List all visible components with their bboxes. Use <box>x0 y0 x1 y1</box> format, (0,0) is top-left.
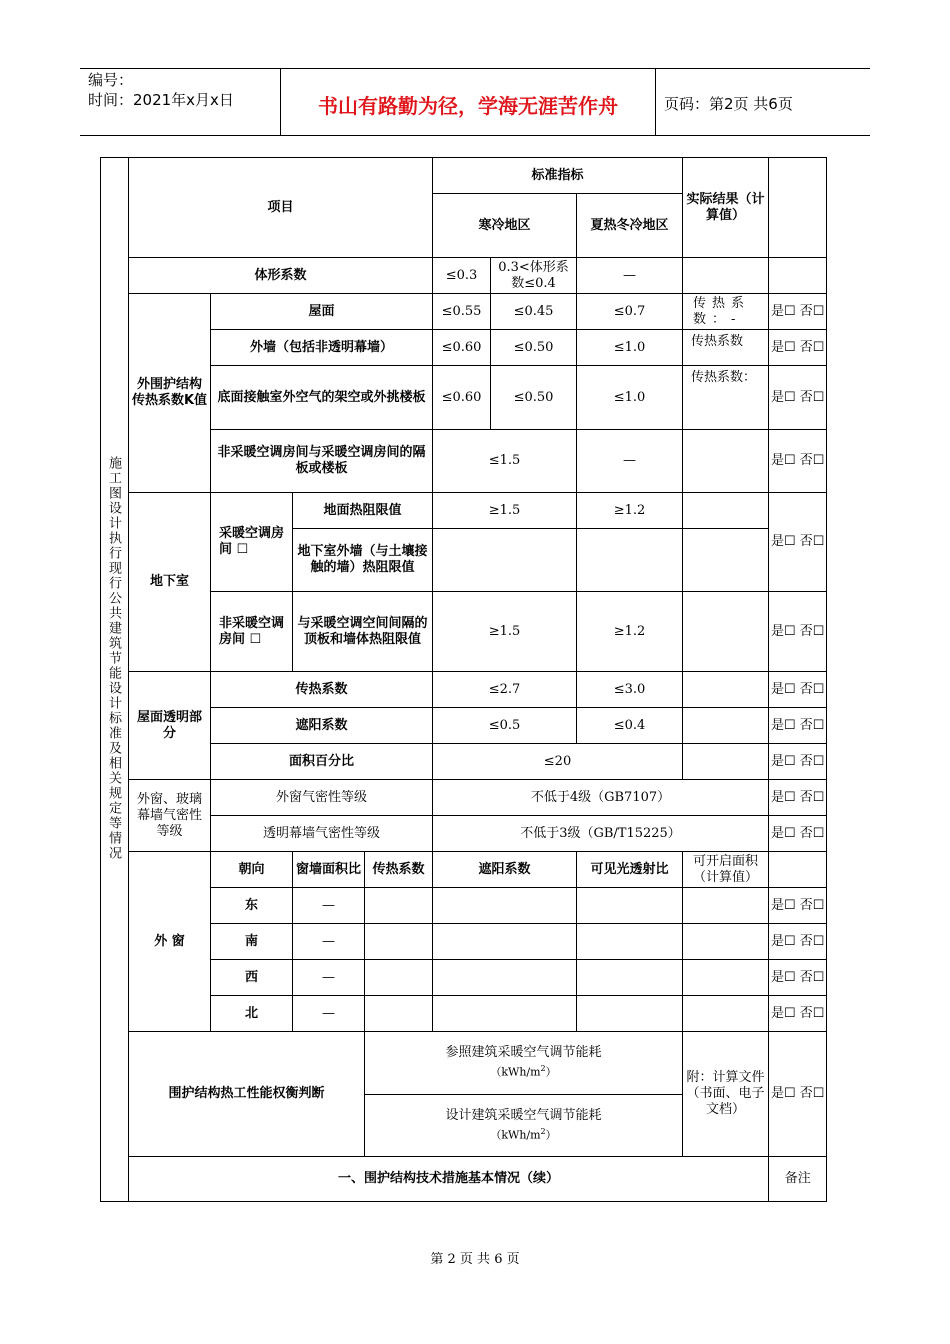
header-divider-right <box>655 68 656 136</box>
envelope-row-v3: ≤0.7 <box>577 294 683 330</box>
window-row-visible <box>577 924 683 960</box>
window-row-openable <box>683 996 769 1032</box>
section-remark: 备注 <box>769 1157 827 1202</box>
envelope-row-check[interactable]: 是☐ 否☐ <box>769 366 827 430</box>
basement-row-v3: ≥1.2 <box>577 493 683 529</box>
tradeoff-design <box>365 1095 683 1157</box>
window-row-shading <box>433 996 577 1032</box>
window-row-check[interactable]: 是☐ 否☐ <box>769 924 827 960</box>
envelope-row-v3: ≤1.0 <box>577 330 683 366</box>
shape-factor-v1: ≤0.3 <box>433 258 491 294</box>
airtight-row-check[interactable]: 是☐ 否☐ <box>769 816 827 852</box>
header-time-label: 时间：2021年x月x日 <box>88 91 234 109</box>
head-check-empty <box>769 158 827 258</box>
envelope-row-actual <box>683 430 769 493</box>
airtight-row-value: 不低于4级（GB7107） <box>433 780 769 816</box>
roof-row-check[interactable]: 是☐ 否☐ <box>769 708 827 744</box>
window-row-check[interactable]: 是☐ 否☐ <box>769 996 827 1032</box>
tradeoff-ref-unit-end: ） <box>545 1065 557 1079</box>
windows-group: 外 窗 <box>129 852 211 1032</box>
window-row-ratio: — <box>293 960 365 996</box>
windows-col-check-empty <box>769 852 827 888</box>
airtight-row-label: 外窗气密性等级 <box>211 780 433 816</box>
window-row-shading <box>433 888 577 924</box>
window-row-dir: 东 <box>211 888 293 924</box>
roof-row-actual <box>683 744 769 780</box>
envelope-row-v3: — <box>577 430 683 493</box>
envelope-row-label: 底面接触室外空气的架空或外挑楼板 <box>211 366 433 430</box>
roof-row-check[interactable]: 是☐ 否☐ <box>769 672 827 708</box>
window-row-shading <box>433 960 577 996</box>
shape-factor-label: 体形系数 <box>129 258 433 294</box>
basement-row-v-cold: ≥1.5 <box>433 493 577 529</box>
envelope-row-actual: 传热系数 <box>683 330 769 366</box>
basement-row-actual <box>683 493 769 529</box>
shape-factor-v2: 0.3<体形系数≤0.4 <box>491 258 577 294</box>
roof-row-actual <box>683 672 769 708</box>
envelope-row-check[interactable]: 是☐ 否☐ <box>769 294 827 330</box>
tradeoff-ref-unit: （kWh/m <box>490 1065 541 1079</box>
roof-row-v3: ≤3.0 <box>577 672 683 708</box>
envelope-row-v1: ≤0.60 <box>433 366 491 430</box>
window-row-ratio: — <box>293 996 365 1032</box>
window-row-dir: 西 <box>211 960 293 996</box>
tradeoff-ref-unit-sup: 2 <box>540 1064 546 1074</box>
roof-row-v-cold: ≤2.7 <box>433 672 577 708</box>
basement-row-v-cold <box>433 529 577 592</box>
shape-factor-check <box>769 258 827 294</box>
airtight-row-check[interactable]: 是☐ 否☐ <box>769 780 827 816</box>
roof-row-label: 传热系数 <box>211 672 433 708</box>
header-bottom-line <box>80 135 870 136</box>
window-row-openable <box>683 888 769 924</box>
basement-row-actual <box>683 592 769 672</box>
basement-row-label: 地面热阻限值 <box>293 493 433 529</box>
window-row-ratio: — <box>293 924 365 960</box>
window-row-shading <box>433 924 577 960</box>
basement-row-v3: ≥1.2 <box>577 592 683 672</box>
window-row-u <box>365 888 433 924</box>
basement-unheated-label: 非采暖空调房间 ☐ <box>211 592 293 672</box>
head-hot-summer-cold-winter: 夏热冬冷地区 <box>577 194 683 258</box>
head-actual-result: 实际结果（计算值） <box>683 158 769 258</box>
window-row-u <box>365 996 433 1032</box>
windows-col-orientation: 朝向 <box>211 852 293 888</box>
windows-col-openable: 可开启面积（计算值） <box>683 852 769 888</box>
window-row-dir: 北 <box>211 996 293 1032</box>
head-cold-zone: 寒冷地区 <box>433 194 577 258</box>
tradeoff-attach: 附：计算文件（书面、电子文档） <box>683 1032 769 1157</box>
window-row-check[interactable]: 是☐ 否☐ <box>769 888 827 924</box>
tradeoff-design-unit-sup: 2 <box>540 1126 546 1136</box>
window-row-ratio: — <box>293 888 365 924</box>
roof-transparent-group: 屋面透明部分 <box>129 672 211 780</box>
basement-row-v-cold: ≥1.5 <box>433 592 577 672</box>
shape-factor-v3: — <box>577 258 683 294</box>
header-left <box>88 70 234 110</box>
basement-check[interactable]: 是☐ 否☐ <box>769 493 827 592</box>
tradeoff-ref-label: 参照建筑采暖空气调节能耗 <box>445 1045 602 1061</box>
shape-factor-actual <box>683 258 769 294</box>
page-footer: 第 2 页 共 6 页 <box>430 1252 520 1267</box>
head-standard: 标准指标 <box>433 158 683 194</box>
windows-col-visible: 可见光透射比 <box>577 852 683 888</box>
airtight-row-value: 不低于3级（GB/T15225） <box>433 816 769 852</box>
envelope-row-v1: ≤0.55 <box>433 294 491 330</box>
energy-standard-table <box>100 157 827 1202</box>
basement-heated-label: 采暖空调房间 ☐ <box>211 493 293 592</box>
envelope-row-v2: ≤0.50 <box>491 330 577 366</box>
tradeoff-ref <box>365 1032 683 1095</box>
roof-row-label: 面积百分比 <box>211 744 433 780</box>
envelope-row-check[interactable]: 是☐ 否☐ <box>769 330 827 366</box>
header-motto: 书山有路勤为径，学海无涯苦作舟 <box>318 94 618 118</box>
window-row-openable <box>683 924 769 960</box>
envelope-row-v-cold: ≤1.5 <box>433 430 577 493</box>
basement-row-label: 与采暖空调空间间隔的顶板和墙体热阻限值 <box>293 592 433 672</box>
window-row-u <box>365 960 433 996</box>
header-divider-left <box>280 68 281 136</box>
basement-row-v3 <box>577 529 683 592</box>
window-row-openable <box>683 960 769 996</box>
airtight-group: 外窗、玻璃幕墙气密性等级 <box>129 780 211 852</box>
header-number-label: 编号： <box>88 71 134 89</box>
windows-col-shading: 遮阳系数 <box>433 852 577 888</box>
envelope-row-actual: 传热系数： <box>683 366 769 430</box>
window-row-check[interactable]: 是☐ 否☐ <box>769 960 827 996</box>
section-title: 一、围护结构技术措施基本情况（续） <box>129 1157 769 1202</box>
tradeoff-check[interactable]: 是☐ 否☐ <box>769 1032 827 1157</box>
windows-col-ratio: 窗墙面积比 <box>293 852 365 888</box>
roof-row-v3: ≤0.4 <box>577 708 683 744</box>
tradeoff-label: 围护结构热工性能权衡判断 <box>129 1032 365 1157</box>
head-item: 项目 <box>129 158 433 258</box>
basement-row-check[interactable]: 是☐ 否☐ <box>769 592 827 672</box>
envelope-row-check[interactable]: 是☐ 否☐ <box>769 430 827 493</box>
envelope-row-label: 屋面 <box>211 294 433 330</box>
windows-col-u: 传热系数 <box>365 852 433 888</box>
side-label <box>100 157 127 1160</box>
roof-row-label: 遮阳系数 <box>211 708 433 744</box>
roof-row-v-all: ≤20 <box>433 744 683 780</box>
airtight-row-label: 透明幕墙气密性等级 <box>211 816 433 852</box>
roof-row-v-cold: ≤0.5 <box>433 708 577 744</box>
envelope-group: 外围护结构传热系数K值 <box>129 294 211 493</box>
envelope-row-v2: ≤0.50 <box>491 366 577 430</box>
roof-row-check[interactable]: 是☐ 否☐ <box>769 744 827 780</box>
roof-row-actual <box>683 708 769 744</box>
window-row-visible <box>577 888 683 924</box>
tradeoff-design-unit-end: ） <box>545 1128 557 1142</box>
envelope-row-label: 外墙（包括非透明幕墙） <box>211 330 433 366</box>
envelope-row-label: 非采暖空调房间与采暖空调房间的隔板或楼板 <box>211 430 433 493</box>
header-top-line <box>80 68 870 69</box>
basement-row-label: 地下室外墙（与土壤接触的墙）热阻限值 <box>293 529 433 592</box>
envelope-row-v1: ≤0.60 <box>433 330 491 366</box>
window-row-u <box>365 924 433 960</box>
envelope-row-v3: ≤1.0 <box>577 366 683 430</box>
basement-group: 地下室 <box>129 493 211 672</box>
window-row-dir: 南 <box>211 924 293 960</box>
tradeoff-design-label: 设计建筑采暖空气调节能耗 <box>445 1107 602 1123</box>
window-row-visible <box>577 996 683 1032</box>
envelope-row-v2: ≤0.45 <box>491 294 577 330</box>
window-row-visible <box>577 960 683 996</box>
header-page-info: 页码：第2页 共6页 <box>664 95 793 113</box>
basement-row-actual <box>683 529 769 592</box>
tradeoff-design-unit: （kWh/m <box>490 1128 541 1142</box>
side-label-text: 施工图设计执行现行公共建筑节能设计标准及相关规定等情况 <box>106 456 121 861</box>
envelope-row-actual: 传热系数：- <box>683 294 769 330</box>
